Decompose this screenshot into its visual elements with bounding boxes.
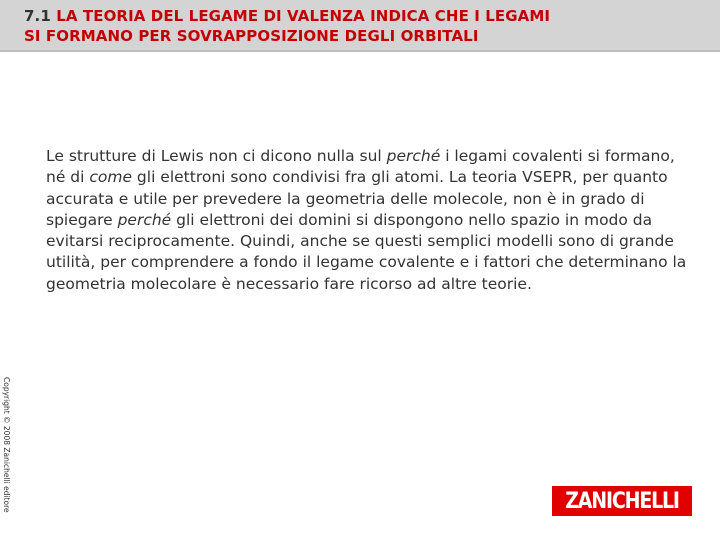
logo-text: ZANICHELLI bbox=[565, 488, 679, 514]
slide-header bbox=[0, 0, 720, 52]
title-line-2: SI FORMANO PER SOVRAPPOSIZIONE DEGLI ORBITALI bbox=[24, 27, 479, 45]
body-emphasis-1: perché bbox=[386, 147, 441, 165]
body-text-4: gli elettroni dei domini si dispongono nello spazio in modo da evitarsi reciprocamente. Quindi, anche se questi semplici modelli sono di grande utilità, per comprendere a fondo il legame covalente e i fattori che determinano la geometria molecolare è necessario fare ricorso ad altre teorie. bbox=[46, 210, 687, 293]
body-text-3: gli elettroni sono condivisi fra gli atomi. La teoria VSEPR, per quanto accurata e utile per prevedere la geometria delle molecole, non è in grado di spiegare bbox=[46, 168, 668, 229]
body-paragraph bbox=[46, 146, 696, 295]
body-text-1: Le strutture di Lewis non ci dicono nulla sul bbox=[46, 147, 387, 165]
copyright-notice: Copyright © 2008 Zanichelli editore bbox=[2, 377, 11, 513]
section-number: 7.1 bbox=[24, 7, 51, 25]
body-emphasis-3: perché bbox=[117, 210, 172, 229]
slide-title bbox=[24, 6, 704, 46]
body-text-2: i legami covalenti si formano, né di bbox=[46, 147, 675, 187]
zanichelli-logo bbox=[552, 484, 692, 516]
body-emphasis-2: come bbox=[89, 168, 132, 187]
title-line-1: LA TEORIA DEL LEGAME DI VALENZA INDICA CHE I LEGAMI bbox=[56, 7, 551, 25]
